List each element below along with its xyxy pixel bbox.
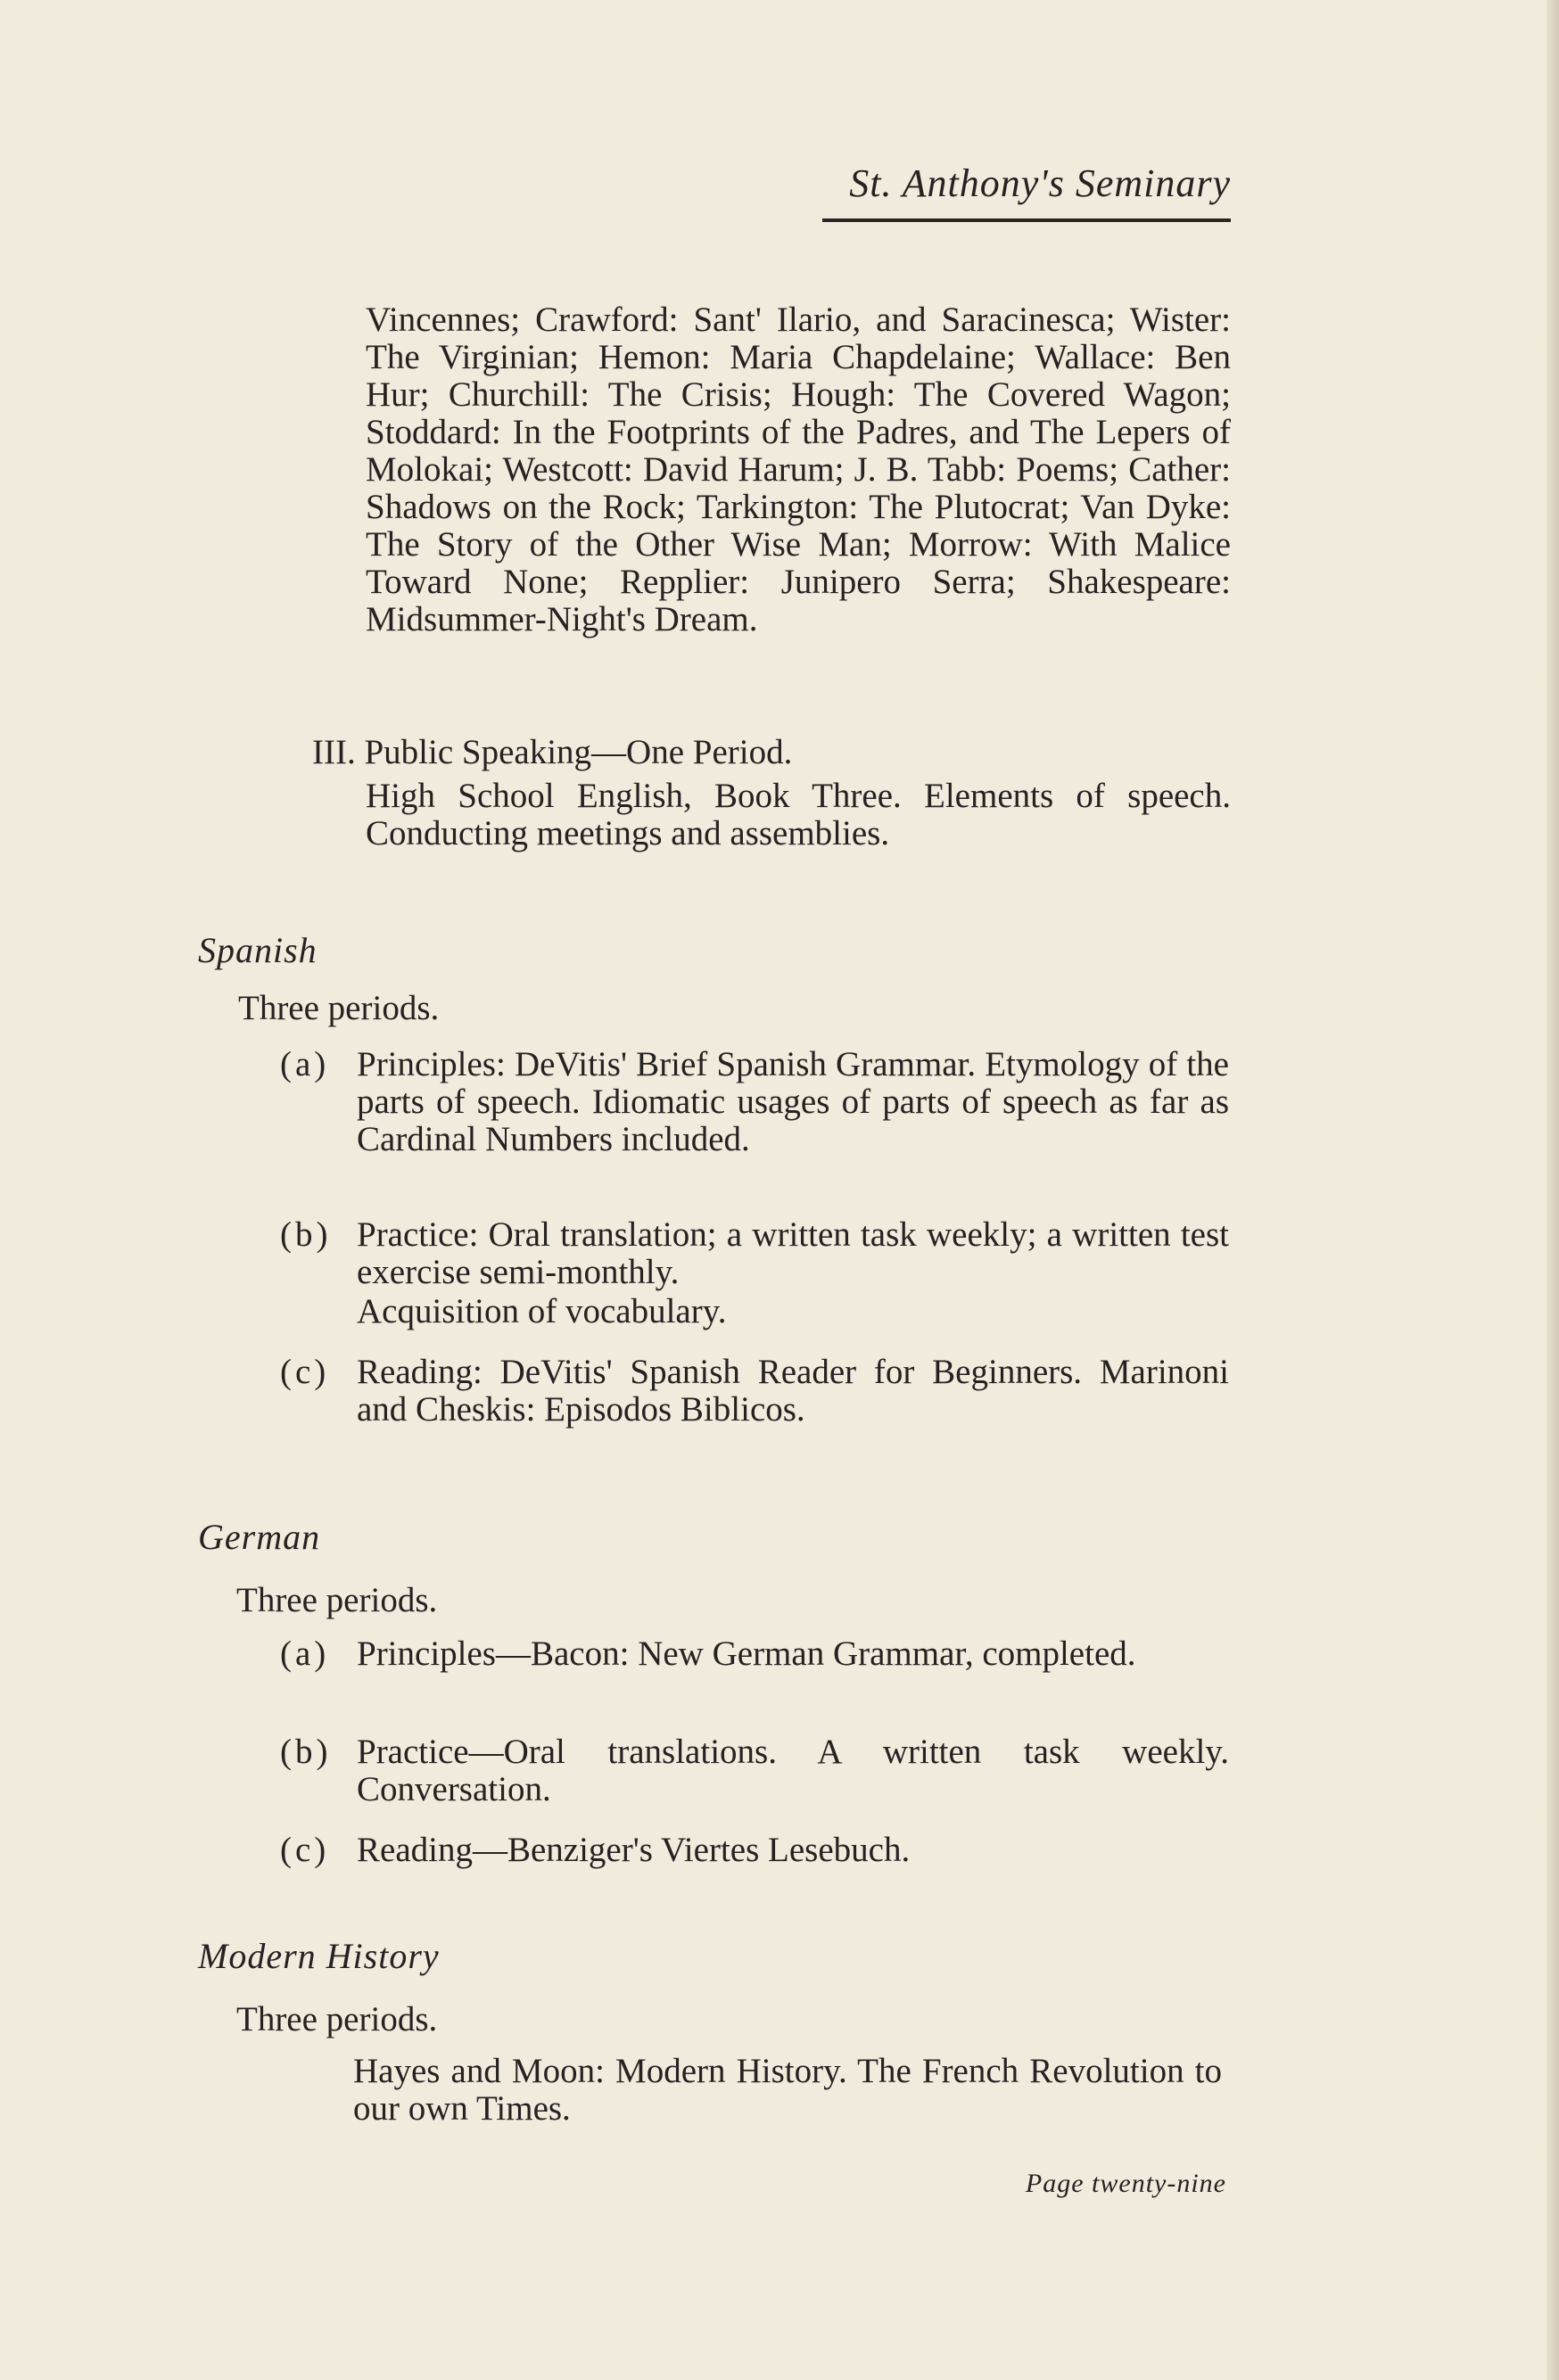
german-item-a-text: Principles—Bacon: New German Grammar, completed. bbox=[357, 1635, 1136, 1673]
modern-history-periods: Three periods. bbox=[236, 2000, 438, 2038]
german-item-c-label: (c) bbox=[280, 1831, 330, 1869]
german-periods: Three periods. bbox=[236, 1581, 438, 1619]
section-heading-modern-history: Modern History bbox=[198, 1936, 440, 1976]
page-number: Page twenty-nine bbox=[1025, 2169, 1226, 2198]
modern-history-text: Hayes and Moon: Modern History. The French Revolution to our own Times. bbox=[353, 2052, 1222, 2128]
spanish-periods: Three periods. bbox=[238, 989, 440, 1027]
spanish-item-b-text: Practice: Oral translation; a written task weekly; a written test exercise semi-monthly. bbox=[357, 1215, 1229, 1291]
page-edge-shadow bbox=[1547, 0, 1559, 2380]
german-item-b-text: Practice—Oral translations. A written task weekly. Conversation. bbox=[357, 1733, 1229, 1808]
spanish-item-b-text-2: Acquisition of vocabulary. bbox=[357, 1292, 727, 1330]
header-rule bbox=[822, 218, 1231, 222]
german-item-b-label: (b) bbox=[280, 1733, 332, 1771]
english-reading-list: Vincennes; Crawford: Sant' Ilario, and Saracinesca; Wister: The Virginian; Hemon: Maria Chapdelaine; Wallace: Ben Hur; Churchill: The Crisis; Hough: The Covered Wagon; Stoddard: In the Footprints of the Padres, and The Lepers of Molokai; Westcott: David Harum; J. B. Tabb: Poems; Cather: Shadows on the Rock; Tarkington: The Plutocrat; Van Dyke: The Story of the Other Wise Man; Morrow: With Malice Toward None; Repplier: Junipero Serra; Shakespeare: Midsummer-Night's Dream. bbox=[366, 301, 1231, 638]
spanish-item-b-label: (b) bbox=[280, 1215, 332, 1254]
spanish-item-c-label: (c) bbox=[280, 1353, 330, 1391]
section-heading-german: German bbox=[198, 1517, 321, 1557]
spanish-item-a-label: (a) bbox=[280, 1045, 330, 1083]
public-speaking-text: High School English, Book Three. Elements of speech. Conducting meetings and assemblies. bbox=[366, 777, 1231, 852]
german-item-a-label: (a) bbox=[280, 1635, 330, 1673]
public-speaking-heading: III. Public Speaking—One Period. bbox=[312, 733, 793, 771]
spanish-item-c-text: Reading: DeVitis' Spanish Reader for Beginners. Marinoni and Cheskis: Episodos Biblicos. bbox=[357, 1353, 1229, 1429]
section-heading-spanish: Spanish bbox=[198, 930, 318, 970]
spanish-item-a-text: Principles: DeVitis' Brief Spanish Grammar. Etymology of the parts of speech. Idiomatic usages of parts of speech as far as Cardinal Numbers included. bbox=[357, 1045, 1229, 1158]
running-head: St. Anthony's Seminary bbox=[849, 161, 1231, 205]
german-item-c-text: Reading—Benziger's Viertes Lesebuch. bbox=[357, 1831, 911, 1869]
